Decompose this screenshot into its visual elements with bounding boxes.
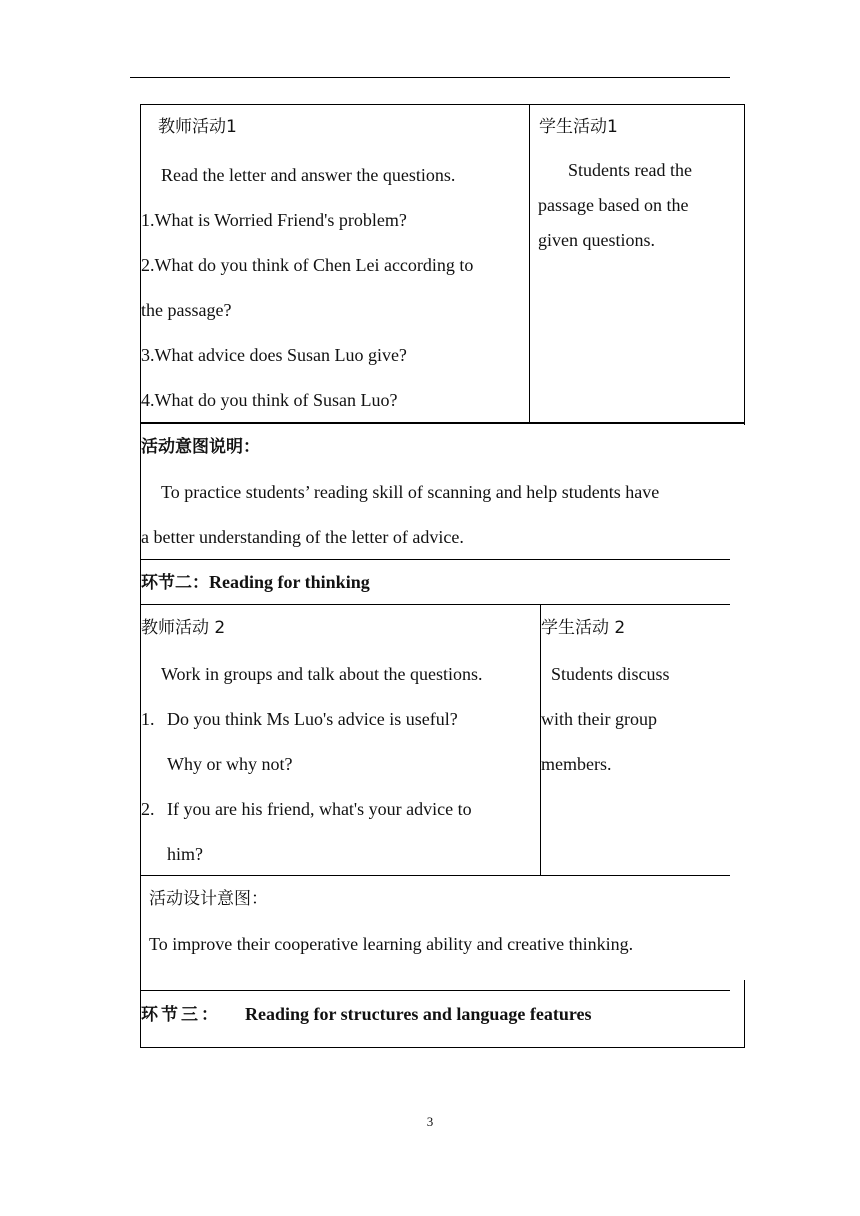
- question-line: Do you think Ms Luo's advice is useful?: [167, 709, 458, 729]
- question-line: the passage?: [141, 300, 232, 320]
- stage-3-title: Reading for structures and language features: [245, 1004, 592, 1024]
- student-activity-2-line: Students discuss: [551, 664, 670, 684]
- student-activity-1-line: given questions.: [538, 230, 655, 250]
- question-line: Why or why not?: [167, 754, 293, 774]
- intent-2-heading: 活动设计意图：: [149, 889, 268, 909]
- stage-2-title: Reading for thinking: [209, 572, 370, 592]
- student-activity-2-heading: 学生活动 2: [541, 618, 626, 638]
- stage-2-prefix: 环节二：: [141, 573, 209, 593]
- stage-3-prefix: 环节三：: [141, 1005, 221, 1025]
- question-line: 1.What is Worried Friend's problem?: [141, 210, 407, 230]
- table-border-top: [140, 104, 745, 105]
- question-number: 2.: [141, 799, 155, 819]
- question-line: 4.What do you think of Susan Luo?: [141, 390, 398, 410]
- row1-column-divider: [529, 104, 530, 423]
- table-border-right-lower: [744, 980, 745, 1048]
- teacher-activity-1-intro: Read the letter and answer the questions.: [161, 165, 456, 185]
- row2-column-divider: [540, 604, 541, 876]
- row1-bottom-rule: [140, 422, 745, 424]
- intent1-bottom-rule: [140, 559, 730, 560]
- student-activity-1-line: Students read the: [568, 160, 692, 180]
- header-rule: [130, 77, 730, 78]
- intent-2-line: To improve their cooperative learning ability and creative thinking.: [149, 934, 634, 954]
- row2-bottom-rule: [140, 875, 730, 876]
- teacher-activity-2-heading: 教师活动 2: [141, 618, 226, 638]
- lesson-plan-table: [140, 104, 745, 1048]
- teacher-activity-1-heading: 教师活动1: [158, 117, 237, 137]
- intent-1-line: To practice students’ reading skill of scanning and help students have: [161, 482, 660, 502]
- question-number: 1.: [141, 709, 155, 729]
- student-activity-1-line: passage based on the: [538, 195, 689, 215]
- intent2-bottom-rule: [140, 990, 730, 991]
- question-line: 2.What do you think of Chen Lei according to: [141, 255, 474, 275]
- intent-1-line: a better understanding of the letter of advice.: [141, 527, 464, 547]
- question-line: If you are his friend, what's your advice to: [167, 799, 472, 819]
- teacher-activity-2-intro: Work in groups and talk about the questions.: [161, 664, 483, 684]
- stage2-bottom-rule: [140, 604, 730, 605]
- stage-3-heading: [141, 1003, 592, 1026]
- page-number: 3: [426, 1114, 434, 1129]
- table-border-right-upper: [744, 104, 745, 424]
- student-activity-2-line: with their group: [541, 709, 657, 729]
- table-border-bottom: [140, 1047, 745, 1048]
- intent-1-heading: 活动意图说明：: [141, 437, 260, 457]
- question-line: 3.What advice does Susan Luo give?: [141, 345, 407, 365]
- question-line: him?: [167, 844, 203, 864]
- student-activity-1-heading: 学生活动1: [539, 117, 618, 137]
- student-activity-2-line: members.: [541, 754, 612, 774]
- stage-2-heading: [141, 571, 370, 594]
